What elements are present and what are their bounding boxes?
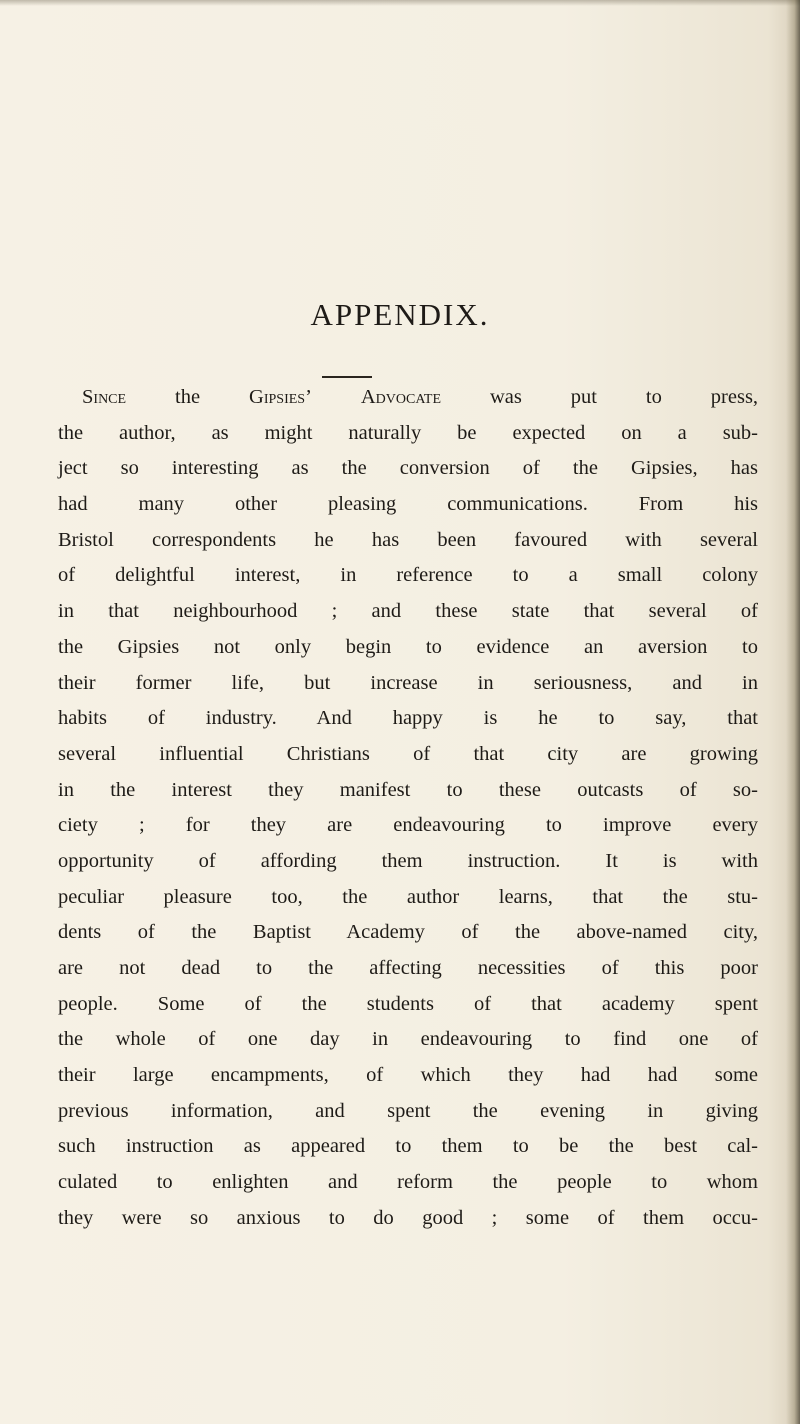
page-binding-edge — [786, 0, 800, 1424]
paragraph-line: the whole of one day in endeavouring to find one of — [58, 1028, 758, 1051]
paragraph-line: ject so interesting as the conversion of the Gipsies, has — [58, 457, 758, 480]
paragraph-line: the author, as might naturally be expected on a sub- — [58, 421, 758, 444]
paragraph-line: people. Some of the students of that academy spent — [58, 992, 758, 1015]
paragraph-line — [58, 380, 758, 416]
paragraph-line: their large encampments, of which they had had some — [58, 1064, 758, 1087]
opening-rest: was put to press, — [489, 386, 759, 408]
opening-word: Since — [82, 386, 127, 408]
paragraph-line: peculiar pleasure too, the author learns, that the stu- — [58, 885, 758, 908]
paragraph-line: of delightful interest, in reference to a small colony — [58, 564, 758, 587]
page-heading: APPENDIX. — [310, 297, 490, 332]
paragraph-line: their former life, but increase in seriousness, and in — [58, 671, 758, 694]
paragraph-line: they were so anxious to do good ; some of them occu- — [58, 1206, 758, 1229]
paragraph-line: had many other pleasing communications. From his — [58, 493, 758, 516]
heading-divider — [322, 376, 372, 378]
paragraph-line: previous information, and spent the evening in giving — [58, 1099, 758, 1122]
paragraph-line: opportunity of affording them instruction. It is with — [58, 849, 758, 872]
paragraph-line: the Gipsies not only begin to evidence an aversion to — [58, 635, 758, 658]
book-title-part-2: Advocate — [360, 386, 441, 408]
appendix-paragraph — [58, 380, 758, 1237]
opening-article: the — [175, 386, 201, 408]
paragraph-line: Bristol correspondents he has been favoured with several — [58, 528, 758, 551]
paragraph-line: such instruction as appeared to them to be the best cal- — [58, 1135, 758, 1158]
paragraph-line: dents of the Baptist Academy of the above-named city, — [58, 921, 758, 944]
paragraph-line: habits of industry. And happy is he to say, that — [58, 707, 758, 730]
paragraph-line: in that neighbourhood ; and these state that several of — [58, 600, 758, 623]
paragraph-line: several influential Christians of that city are growing — [58, 742, 758, 765]
paragraph-line: ciety ; for they are endeavouring to improve every — [58, 814, 758, 837]
paragraph-line: are not dead to the affecting necessities of this poor — [58, 957, 758, 979]
book-title-part-1: Gipsies’ — [249, 386, 312, 408]
paragraph-line: culated to enlighten and reform the people to whom — [58, 1171, 758, 1194]
paragraph-line: in the interest they manifest to these outcasts of so- — [58, 778, 758, 801]
page-top-shadow — [0, 0, 800, 6]
